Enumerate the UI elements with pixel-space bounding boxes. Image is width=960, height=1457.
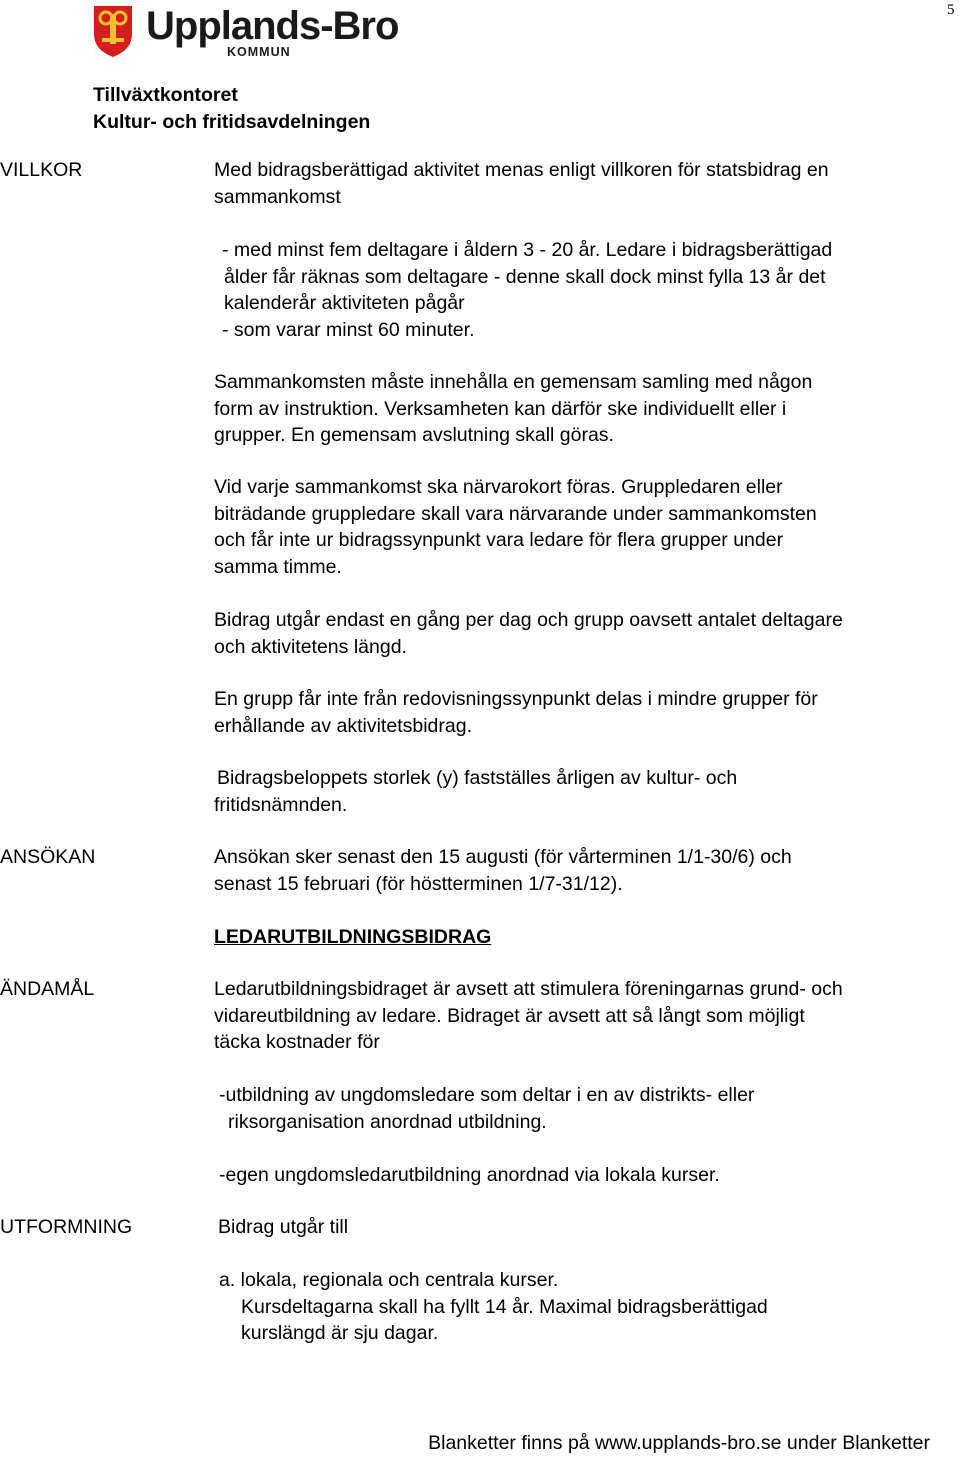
list-item: -utbildning av ungdomsledare som deltar i en av distrikts- eller riksorganisation anordnad utbildning. (219, 1084, 755, 1133)
villkor-intro: Med bidragsberättigad aktivitet menas enligt villkoren för statsbidrag en sammankomst (214, 159, 829, 208)
coat-of-arms-icon (92, 4, 134, 58)
paragraph: Sammankomsten måste innehålla en gemensam samling med någon form av instruktion. Verksamheten kan därför ske individuellt eller i grupper. En gemensam avslutning skall göras. (214, 371, 813, 446)
list-item: -egen ungdomsledarutbildning anordnad via lokala kurser. (219, 1164, 720, 1186)
section-label-villkor: VILLKOR (0, 159, 83, 181)
utformning-item-a: a. lokala, regionala och centrala kurser. Kursdeltagarna skall ha fyllt 14 år. Maximal bidragsberättigad kurslängd är sju dagar. (219, 1269, 768, 1344)
footer-note: Blanketter finns på www.upplands-bro.se under Blanketter (428, 1432, 930, 1454)
department-name: Tillväxtkontoret (93, 84, 238, 106)
page-number: 5 (947, 2, 955, 18)
andamal-text: Ledarutbildningsbidraget är avsett att stimulera föreningarnas grund- och vidareutbildning av ledare. Bidraget är avsett att så långt som möjligt täcka kostnader för (214, 978, 843, 1053)
paragraph: En grupp får inte från redovisningssynpunkt delas i mindre grupper för erhållande av aktivitetsbidrag. (214, 688, 818, 737)
list-item: - med minst fem deltagare i åldern 3 - 20 år. Ledare i bidragsberättigad (222, 239, 833, 261)
list-item: kalenderår aktiviteten pågår (224, 292, 465, 314)
paragraph: Vid varje sammankomst ska närvarokort föras. Gruppledaren eller biträdande gruppledare skall vara närvarande under sammankomsten och får inte ur bidragssynpunkt vara ledare för flera grupper under samma timme. (214, 476, 817, 578)
section-label-ansokan: ANSÖKAN (0, 846, 96, 868)
logo-wordmark: Upplands-Bro (146, 4, 399, 48)
municipality-logo (92, 4, 402, 60)
list-item: ålder får räknas som deltagare - denne skall dock minst fylla 13 år det (224, 265, 826, 288)
division-name: Kultur- och fritidsavdelningen (93, 111, 371, 133)
villkor-list (214, 237, 832, 343)
ansokan-text: Ansökan sker senast den 15 augusti (för vårterminen 1/1-30/6) och senast 15 februari (för höstterminen 1/7-31/12). (214, 846, 792, 895)
section-label-utformning: UTFORMNING (0, 1216, 133, 1238)
section-heading: LEDARUTBILDNINGSBIDRAG (214, 926, 492, 948)
list-item: - som varar minst 60 minuter. (222, 318, 475, 341)
utformning-intro: Bidrag utgår till (218, 1216, 349, 1238)
paragraph: Bidragsbeloppets storlek (y) fastställes årligen av kultur- och fritidsnämnden. (214, 767, 738, 816)
section-label-andamal: ÄNDAMÅL (0, 978, 95, 1000)
paragraph: Bidrag utgår endast en gång per dag och grupp oavsett antalet deltagare och aktivitetens längd. (214, 609, 843, 658)
logo-subtitle: KOMMUN (227, 45, 291, 59)
